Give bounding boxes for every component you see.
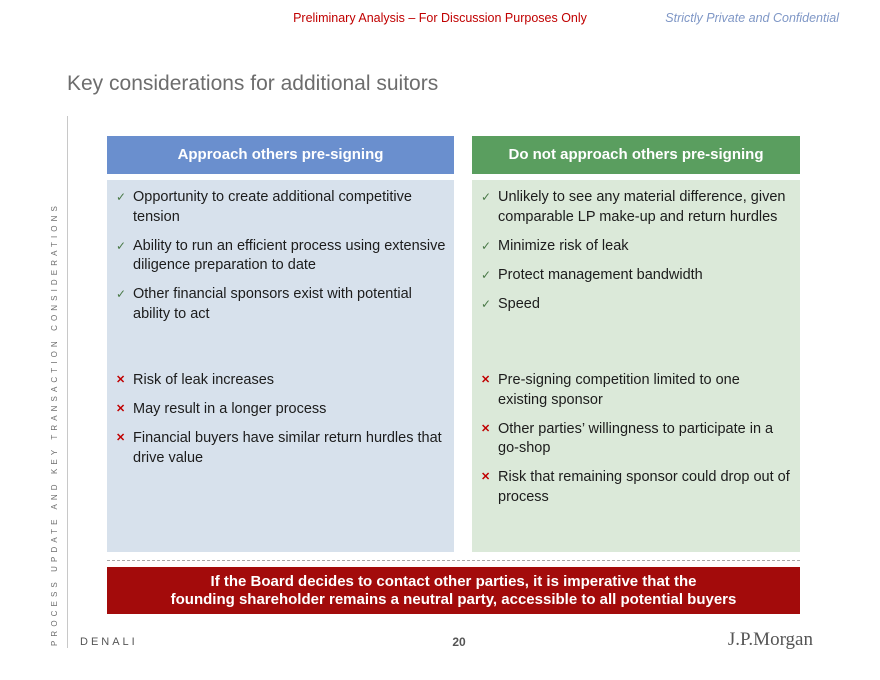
cross-icon: ✕ <box>481 422 491 435</box>
check-icon: ✓ <box>116 287 127 301</box>
right-pros-list <box>472 188 792 324</box>
list-item: ✓ Unlikely to see any material difference, given comparable LP make-up and return hurdles <box>481 189 786 225</box>
cross-icon: ✕ <box>481 471 491 483</box>
list-item: ✓ Other financial sponsors exist with potential ability to act <box>116 286 412 322</box>
check-icon: ✓ <box>116 190 127 204</box>
list-item: ✓ Ability to run an efficient process using extensive diligence preparation to date <box>116 237 446 273</box>
page-number: 20 <box>452 635 466 649</box>
right-column-body <box>472 180 800 552</box>
conclusion-banner <box>107 567 800 614</box>
preliminary-notice: Preliminary Analysis – For Discussion Purposes Only <box>293 11 587 25</box>
banner-line-2: founding shareholder remains a neutral party, accessible to all potential buyers <box>170 590 737 608</box>
page-title: Key considerations for additional suitors <box>67 72 439 95</box>
list-item: ✕ Risk that remaining sponsor could drop out of process <box>481 469 790 505</box>
cross-icon: ✕ <box>116 432 126 444</box>
left-column-heading: Approach others pre-signing <box>107 136 454 174</box>
cross-icon: ✕ <box>116 403 126 415</box>
check-icon: ✓ <box>481 267 492 282</box>
list-item: ✕ Other parties’ willingness to participate in a go-shop <box>481 420 774 456</box>
cross-icon: ✕ <box>116 374 126 386</box>
jpmorgan-logo: J.P.Morgan <box>727 629 813 650</box>
section-side-label: PROCESS UPDATE AND KEY TRANSACTION CONSIDERATIONS <box>50 202 59 646</box>
dashed-separator <box>107 560 800 561</box>
check-icon: ✓ <box>481 190 492 204</box>
check-icon: ✓ <box>481 296 492 311</box>
cross-icon: ✕ <box>481 374 491 386</box>
left-cons-list <box>107 371 446 478</box>
list-item: ✕ Pre-signing competition limited to one existing sponsor <box>481 372 740 408</box>
list-item: ✕ May result in a longer process <box>107 400 446 420</box>
list-item: ✓ Opportunity to create additional competitive tension <box>116 189 412 225</box>
right-cons-list <box>472 371 792 517</box>
left-pros-list <box>107 188 446 334</box>
left-column-body <box>107 180 454 552</box>
list-item: ✕ Risk of leak increases <box>107 371 446 391</box>
confidentiality-notice: Strictly Private and Confidential <box>665 11 839 25</box>
list-item: ✓ Minimize risk of leak <box>472 237 792 257</box>
check-icon: ✓ <box>481 238 492 253</box>
banner-line-1: If the Board decides to contact other parties, it is imperative that the <box>210 572 697 590</box>
list-item: ✓ Protect management bandwidth <box>472 266 792 286</box>
right-column-heading: Do not approach others pre-signing <box>472 136 800 174</box>
list-item: ✕ Financial buyers have similar return hurdles that drive value <box>116 430 442 466</box>
check-icon: ✓ <box>116 238 127 253</box>
project-name: DENALI <box>80 636 138 648</box>
side-divider <box>67 116 68 648</box>
list-item: ✓ Speed <box>472 295 792 315</box>
